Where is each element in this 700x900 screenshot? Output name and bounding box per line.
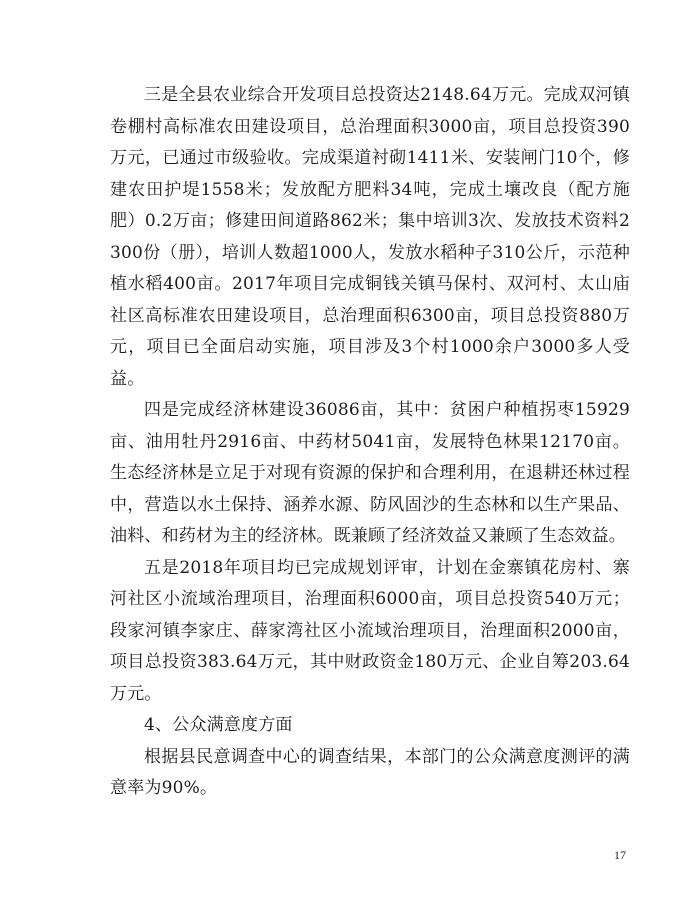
- paragraph-farmland-development: 三是全县农业综合开发项目总投资达2148.64万元。完成双河镇卷棚村高标准农田建设项目，总治理面积3000亩，项目总投资390万元，已通过市级验收。完成渠道衬砌1411米、安装闸门10个，修建农田护堤1558米；发放配方肥料34吨，完成土壤改良（配方施肥）0.2万亩；修建田间道路862米；集中培训3次、发放技术资料2300份（册），培训人数超1000人，发放水稻种子310公斤，示范种植水稻400亩。2017年项目完成铜钱关镇马保村、双河村、太山庙社区高标准农田建设项目，总治理面积6300亩，项目总投资880万元，项目已全面启动实施，项目涉及3个村1000余户3000多人受益。: [110, 85, 630, 389]
- paragraph-satisfaction-result: 根据县民意调查中心的调查结果，本部门的公众满意度测评的满意率为90%。: [110, 746, 630, 798]
- paragraph-economic-forest: 四是完成经济林建设36086亩，其中：贫困户种植拐枣15929亩、油用牡丹2916亩、中药材5041亩，发展特色林果12170亩。生态经济林是立足于对现有资源的保护和合理利用，在退耕还林过程中，营造以水土保持、涵养水源、防风固沙的生态林和以生产果品、油料、和药材为主的经济林。既兼顾了经济效益又兼顾了生态效益。: [110, 400, 630, 546]
- document-body: [110, 80, 630, 805]
- section-heading-public-satisfaction: 4、公众满意度方面: [144, 715, 293, 735]
- paragraph-2018-projects: 五是2018年项目均已完成规划评审，计划在金寨镇花房村、寨河社区小流域治理项目，治理面积6000亩，项目总投资540万元；段家河镇李家庄、薛家湾社区小流域治理项目，治理面积2000亩，项目总投资383.64万元，其中财政资金180万元、企业自筹203.64万元。: [110, 557, 630, 704]
- page-number: 17: [614, 848, 626, 862]
